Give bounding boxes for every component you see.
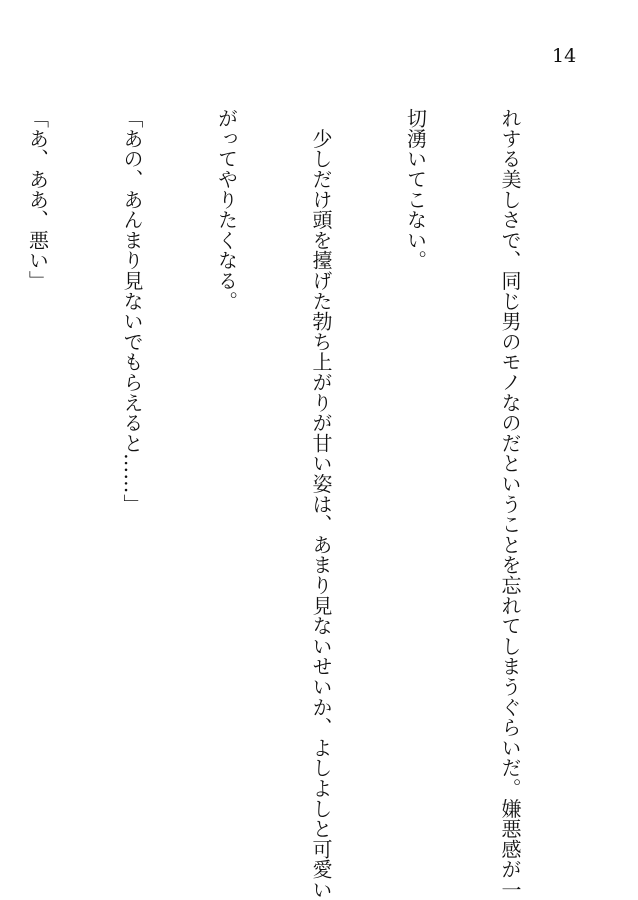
text-line: 切湧いてこない。: [403, 108, 428, 271]
text-line: 少しだけ頭を擡げた勃ち上がりが甘い姿は、あまり見ないせいか、よしよしと可愛い: [309, 108, 333, 900]
text-line: 「あ、ああ、悪い」: [25, 108, 50, 291]
text-line: 「あの、あんまり見ないでもらえると……」: [120, 108, 144, 514]
body-text: [0, 108, 588, 898]
page-number: 14: [552, 45, 577, 67]
text-line: がってやりたくなる。: [214, 108, 239, 311]
text-line: れする美しさで、同じ男のモノなのだということを忘れてしまうぐらいだ。嫌悪感が一: [498, 108, 522, 900]
